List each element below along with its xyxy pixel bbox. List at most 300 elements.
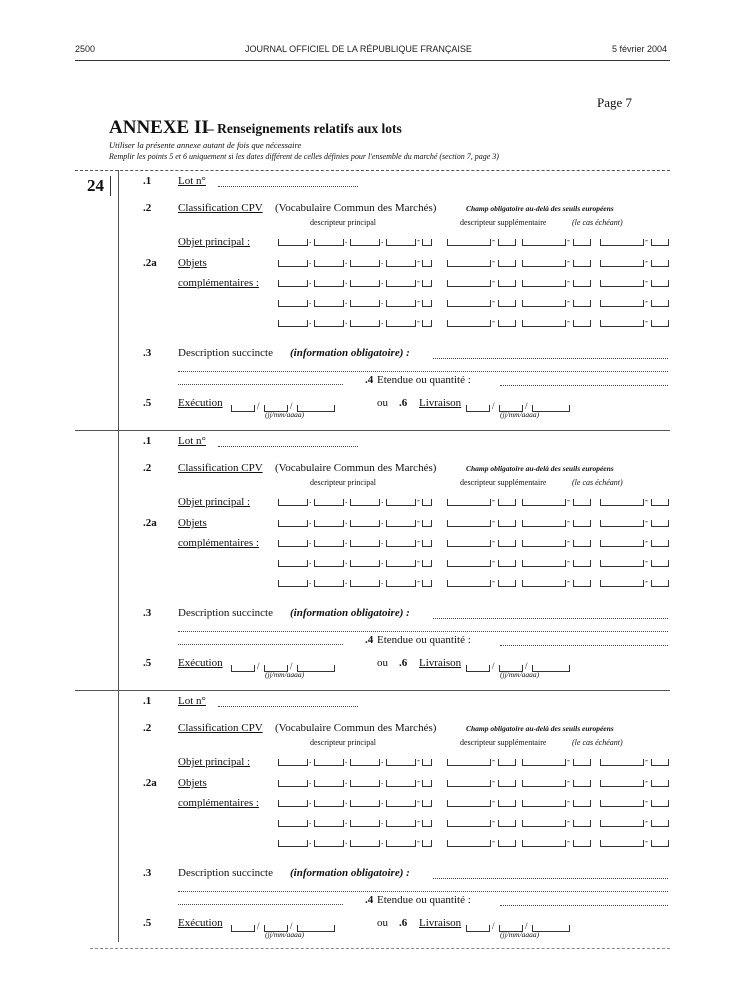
cpv-digit-box[interactable] [386,759,416,766]
cpv-digit-box[interactable] [422,780,432,787]
classification-cpv-label: Classification CPV [178,722,263,734]
description-field-line-3[interactable] [178,384,343,385]
cpv-digit-box[interactable] [498,260,516,267]
cpv-separator: - [417,755,420,765]
description-field-line-1[interactable] [433,358,668,359]
cpv-digit-box[interactable] [651,520,669,527]
lot-separator-1 [75,430,670,431]
description-field-line-2[interactable] [178,371,668,372]
cpv-digit-box[interactable] [573,780,591,787]
cpv-digit-box[interactable] [350,260,380,267]
cpv-digit-box[interactable] [600,759,644,766]
cpv-digit-box[interactable] [466,925,490,932]
cpv-digit-box[interactable] [651,780,669,787]
cpv-digit-box[interactable] [278,280,308,287]
cpv-separator: . [345,276,348,286]
cpv-digit-box[interactable] [231,665,255,672]
cpv-digit-box[interactable] [278,520,308,527]
cpv-digit-box[interactable] [386,840,416,847]
cpv-digit-box[interactable] [447,580,491,587]
cpv-digit-box[interactable] [314,520,344,527]
le-cas-echeant-label: (le cas échéant) [572,738,623,747]
description-field-line-1[interactable] [433,618,668,619]
cpv-digit-box[interactable] [498,820,516,827]
cpv-separator: . [381,516,384,526]
cpv-digit-box[interactable] [573,300,591,307]
cpv-digit-box[interactable] [447,800,491,807]
cpv-digit-box[interactable] [600,820,644,827]
cpv-digit-box[interactable] [350,580,380,587]
cpv-digit-box[interactable] [498,499,516,506]
execution-label: Exécution [178,917,223,929]
cpv-digit-box[interactable] [651,300,669,307]
cpv-digit-box[interactable] [422,280,432,287]
cpv-digit-box[interactable] [498,320,516,327]
descripteur-principal-label: descripteur principal [310,218,376,227]
cpv-digit-box[interactable] [350,540,380,547]
cpv-digit-box[interactable] [314,759,344,766]
cpv-digit-box[interactable] [600,540,644,547]
cpv-separator: . [345,235,348,245]
cpv-digit-box[interactable] [600,780,644,787]
etendue-field[interactable] [500,645,668,646]
cpv-digit-box[interactable] [314,320,344,327]
cpv-digit-box[interactable] [314,840,344,847]
cpv-digit-box[interactable] [573,320,591,327]
cpv-separator: - [567,495,570,505]
cpv-digit-box[interactable] [314,280,344,287]
cpv-digit-box[interactable] [386,320,416,327]
cpv-digit-box[interactable] [278,499,308,506]
cpv-digit-box[interactable] [422,499,432,506]
cpv-digit-box[interactable] [278,780,308,787]
cpv-digit-box[interactable] [447,820,491,827]
cpv-digit-box[interactable] [278,820,308,827]
cpv-separator: / [290,401,293,411]
cpv-digit-box[interactable] [386,820,416,827]
cpv-digit-box[interactable] [278,300,308,307]
cpv-digit-box[interactable] [573,260,591,267]
item-6-number: .6 [399,657,408,669]
cpv-digit-box[interactable] [651,239,669,246]
cpv-digit-box[interactable] [498,800,516,807]
cpv-digit-box[interactable] [600,320,644,327]
cpv-digit-box[interactable] [522,260,566,267]
cpv-digit-box[interactable] [651,820,669,827]
cpv-digit-box[interactable] [573,759,591,766]
cpv-separator: . [345,296,348,306]
cpv-digit-box[interactable] [278,260,308,267]
description-field-line-2[interactable] [178,891,668,892]
cpv-separator: - [417,276,420,286]
cpv-digit-box[interactable] [386,560,416,567]
cpv-separator: . [309,495,312,505]
cpv-digit-box[interactable] [386,260,416,267]
cpv-separator: - [645,495,648,505]
cpv-separator: - [645,516,648,526]
objet-principal-label: Objet principal : [178,756,251,768]
cpv-digit-box[interactable] [386,520,416,527]
cpv-digit-box[interactable] [314,580,344,587]
cpv-digit-box[interactable] [447,300,491,307]
information-obligatoire-label: (information obligatoire) : [290,347,410,359]
cpv-separator: . [309,576,312,586]
cpv-separator: . [345,776,348,786]
cpv-digit-box[interactable] [386,300,416,307]
lot-number-label: Lot n° [178,695,206,707]
objets-label: Objets [178,777,207,789]
etendue-label: Etendue ou quantité : [377,634,471,646]
lot-number-field[interactable] [218,446,358,447]
cpv-separator: . [381,495,384,505]
cpv-digit-box[interactable] [498,759,516,766]
cpv-separator: - [417,516,420,526]
cpv-separator: / [525,401,528,411]
cpv-digit-box[interactable] [386,239,416,246]
cpv-digit-box[interactable] [522,280,566,287]
item-1-number: .1 [143,435,152,447]
cpv-digit-box[interactable] [422,300,432,307]
cpv-digit-box[interactable] [522,320,566,327]
execution-date-format: (jj/mm/aaaa) [265,930,305,939]
cpv-digit-box[interactable] [386,800,416,807]
cpv-digit-box[interactable] [350,780,380,787]
execution-label: Exécution [178,397,223,409]
cpv-separator: - [567,836,570,846]
journal-title: JOURNAL OFFICIEL DE LA RÉPUBLIQUE FRANÇAISE [245,44,472,54]
cpv-digit-box[interactable] [447,499,491,506]
cpv-digit-box[interactable] [522,580,566,587]
cpv-digit-box[interactable] [231,925,255,932]
objet-principal-label: Objet principal : [178,236,251,248]
cpv-digit-box[interactable] [350,820,380,827]
cpv-digit-box[interactable] [498,239,516,246]
cpv-separator: - [567,516,570,526]
item-6-number: .6 [399,917,408,929]
cpv-digit-box[interactable] [447,560,491,567]
cpv-separator: . [345,576,348,586]
descripteur-supplementaire-label: descripteur supplémentaire [460,738,547,747]
objets-label: Objets [178,517,207,529]
cpv-digit-box[interactable] [447,540,491,547]
cpv-separator: - [417,235,420,245]
description-field-line-2[interactable] [178,631,668,632]
descripteur-supplementaire-label: descripteur supplémentaire [460,218,547,227]
cpv-digit-box[interactable] [600,560,644,567]
item-2a-number: .2a [143,777,157,789]
cpv-separator: . [381,836,384,846]
cpv-digit-box[interactable] [278,239,308,246]
cpv-separator: - [417,776,420,786]
cpv-digit-box[interactable] [278,840,308,847]
cpv-digit-box[interactable] [422,840,432,847]
cpv-digit-box[interactable] [350,280,380,287]
cpv-digit-box[interactable] [350,300,380,307]
lot-separator-2 [75,690,670,691]
item-4-number: .4 [365,894,374,906]
cpv-digit-box[interactable] [447,260,491,267]
cpv-digit-box[interactable] [600,300,644,307]
cpv-digit-box[interactable] [314,560,344,567]
cpv-digit-box[interactable] [522,239,566,246]
cpv-digit-box[interactable] [422,759,432,766]
annex-instruction-2: Remplir les points 5 et 6 uniquement si les dates différent de celles définies pour l'ensemble du marché (section 7, page 3) [109,152,499,161]
cpv-digit-box[interactable] [600,520,644,527]
cpv-digit-box[interactable] [573,580,591,587]
objets-label: Objets [178,257,207,269]
cpv-separator: . [345,816,348,826]
cpv-separator: - [567,256,570,266]
cpv-digit-box[interactable] [573,239,591,246]
cpv-digit-box[interactable] [651,840,669,847]
cpv-separator: - [567,776,570,786]
cpv-separator: - [645,235,648,245]
cpv-digit-box[interactable] [422,239,432,246]
livraison-date-format: (jj/mm/aaaa) [500,930,540,939]
cpv-digit-box[interactable] [447,320,491,327]
cpv-digit-box[interactable] [498,580,516,587]
cpv-digit-box[interactable] [278,560,308,567]
cpv-separator: - [492,816,495,826]
cpv-digit-box[interactable] [651,280,669,287]
cpv-digit-box[interactable] [278,320,308,327]
item-2a-number: .2a [143,517,157,529]
cpv-digit-box[interactable] [522,540,566,547]
cpv-digit-box[interactable] [600,840,644,847]
cpv-digit-box[interactable] [522,820,566,827]
bottom-rule [90,948,670,949]
cpv-digit-box[interactable] [447,759,491,766]
cpv-digit-box[interactable] [278,580,308,587]
cpv-digit-box[interactable] [573,520,591,527]
cpv-digit-box[interactable] [278,540,308,547]
information-obligatoire-label: (information obligatoire) : [290,607,410,619]
cpv-separator: - [417,556,420,566]
complementaires-label: complémentaires : [178,537,259,549]
cpv-digit-box[interactable] [314,300,344,307]
champ-obligatoire-note: Champ obligatoire au-delà des seuils européens [466,464,614,473]
etendue-label: Etendue ou quantité : [377,894,471,906]
cpv-separator: - [492,556,495,566]
cpv-digit-box[interactable] [422,800,432,807]
cpv-digit-box[interactable] [278,759,308,766]
cpv-digit-box[interactable] [350,560,380,567]
cpv-separator: - [492,576,495,586]
item-4-number: .4 [365,634,374,646]
cpv-separator: . [309,556,312,566]
cpv-separator: - [645,296,648,306]
cpv-separator: - [492,776,495,786]
cpv-digit-box[interactable] [350,800,380,807]
cpv-separator: - [645,536,648,546]
cpv-digit-box[interactable] [422,580,432,587]
cpv-separator: - [492,235,495,245]
cpv-separator: / [290,661,293,671]
cpv-digit-box[interactable] [600,260,644,267]
cpv-digit-box[interactable] [522,800,566,807]
item-2-number: .2 [143,202,152,214]
cpv-digit-box[interactable] [498,560,516,567]
cpv-digit-box[interactable] [522,520,566,527]
cpv-digit-box[interactable] [350,840,380,847]
cpv-digit-box[interactable] [422,820,432,827]
cpv-digit-box[interactable] [231,405,255,412]
cpv-digit-box[interactable] [522,300,566,307]
cpv-digit-box[interactable] [466,665,490,672]
description-field-line-3[interactable] [178,644,343,645]
cpv-separator: - [567,316,570,326]
cpv-separator: . [381,556,384,566]
cpv-digit-box[interactable] [498,520,516,527]
cpv-digit-box[interactable] [573,840,591,847]
cpv-digit-box[interactable] [314,780,344,787]
livraison-date-format: (jj/mm/aaaa) [500,410,540,419]
cpv-digit-box[interactable] [447,520,491,527]
cpv-separator: . [381,256,384,266]
cpv-separator: . [345,796,348,806]
cpv-separator: - [417,576,420,586]
cpv-digit-box[interactable] [386,540,416,547]
descripteur-principal-label: descripteur principal [310,738,376,747]
cpv-digit-box[interactable] [600,239,644,246]
cpv-digit-box[interactable] [386,280,416,287]
cpv-digit-box[interactable] [447,280,491,287]
cpv-digit-box[interactable] [314,800,344,807]
etendue-field[interactable] [500,385,668,386]
item-2-number: .2 [143,462,152,474]
cpv-digit-box[interactable] [651,759,669,766]
cpv-digit-box[interactable] [447,840,491,847]
description-field-line-1[interactable] [433,878,668,879]
cpv-digit-box[interactable] [422,560,432,567]
cpv-digit-box[interactable] [422,260,432,267]
cpv-digit-box[interactable] [350,759,380,766]
cpv-digit-box[interactable] [386,499,416,506]
cpv-digit-box[interactable] [350,520,380,527]
cpv-digit-box[interactable] [498,780,516,787]
cpv-digit-box[interactable] [600,800,644,807]
cpv-digit-box[interactable] [498,300,516,307]
cpv-digit-box[interactable] [651,499,669,506]
cpv-digit-box[interactable] [386,580,416,587]
classification-cpv-label: Classification CPV [178,462,263,474]
cpv-digit-box[interactable] [573,280,591,287]
cpv-digit-box[interactable] [573,800,591,807]
livraison-label: Livraison [419,917,462,929]
execution-date-format: (jj/mm/aaaa) [265,410,305,419]
cpv-separator: . [381,316,384,326]
cpv-separator: . [309,536,312,546]
cpv-separator: - [567,235,570,245]
cpv-digit-box[interactable] [422,520,432,527]
description-label: Description succincte [178,867,273,879]
cpv-separator: / [257,661,260,671]
item-4-number: .4 [365,374,374,386]
cpv-digit-box[interactable] [573,540,591,547]
cpv-digit-box[interactable] [522,840,566,847]
cpv-digit-box[interactable] [350,320,380,327]
cpv-separator: - [645,556,648,566]
description-field-line-3[interactable] [178,904,343,905]
cpv-digit-box[interactable] [600,580,644,587]
cpv-separator: / [257,921,260,931]
cpv-digit-box[interactable] [498,840,516,847]
champ-obligatoire-note: Champ obligatoire au-delà des seuils européens [466,204,614,213]
cpv-digit-box[interactable] [600,499,644,506]
cpv-separator: / [525,661,528,671]
cpv-separator: . [309,235,312,245]
cpv-digit-box[interactable] [600,280,644,287]
etendue-field[interactable] [500,905,668,906]
item-5-number: .5 [143,917,152,929]
cpv-digit-box[interactable] [447,780,491,787]
cpv-separator: - [645,755,648,765]
cpv-digit-box[interactable] [498,280,516,287]
cpv-separator: - [645,796,648,806]
lot-number-label: Lot n° [178,175,206,187]
cpv-digit-box[interactable] [350,499,380,506]
cpv-separator: - [417,495,420,505]
lot-number-field[interactable] [218,186,358,187]
cpv-digit-box[interactable] [466,405,490,412]
cpv-separator: - [417,536,420,546]
cpv-digit-box[interactable] [422,320,432,327]
cpv-digit-box[interactable] [651,320,669,327]
lot-number-field[interactable] [218,706,358,707]
cpv-digit-box[interactable] [314,499,344,506]
cpv-separator: - [567,755,570,765]
cpv-digit-box[interactable] [522,780,566,787]
cpv-digit-box[interactable] [314,540,344,547]
cpv-separator: / [257,401,260,411]
cpv-digit-box[interactable] [651,800,669,807]
cpv-digit-box[interactable] [651,260,669,267]
cpv-digit-box[interactable] [522,560,566,567]
cpv-digit-box[interactable] [573,499,591,506]
description-label: Description succincte [178,347,273,359]
cpv-digit-box[interactable] [422,540,432,547]
item-5-number: .5 [143,397,152,409]
section-number-bar [110,176,111,196]
etendue-label: Etendue ou quantité : [377,374,471,386]
cpv-digit-box[interactable] [522,759,566,766]
cpv-digit-box[interactable] [314,260,344,267]
cpv-digit-box[interactable] [651,560,669,567]
cpv-digit-box[interactable] [350,239,380,246]
cpv-digit-box[interactable] [314,239,344,246]
cpv-digit-box[interactable] [522,499,566,506]
cpv-digit-box[interactable] [386,780,416,787]
cpv-digit-box[interactable] [651,540,669,547]
cpv-separator: - [567,276,570,286]
cpv-separator: - [417,796,420,806]
cpv-digit-box[interactable] [498,540,516,547]
description-label: Description succincte [178,607,273,619]
cpv-separator: - [417,816,420,826]
livraison-label: Livraison [419,657,462,669]
cpv-digit-box[interactable] [651,580,669,587]
vocabulaire-label: (Vocabulaire Commun des Marchés) [275,462,437,474]
cpv-separator: - [492,836,495,846]
cpv-digit-box[interactable] [447,239,491,246]
item-2-number: .2 [143,722,152,734]
cpv-digit-box[interactable] [314,820,344,827]
cpv-separator: . [309,276,312,286]
cpv-digit-box[interactable] [573,820,591,827]
cpv-separator: - [645,576,648,586]
cpv-digit-box[interactable] [278,800,308,807]
cpv-digit-box[interactable] [573,560,591,567]
